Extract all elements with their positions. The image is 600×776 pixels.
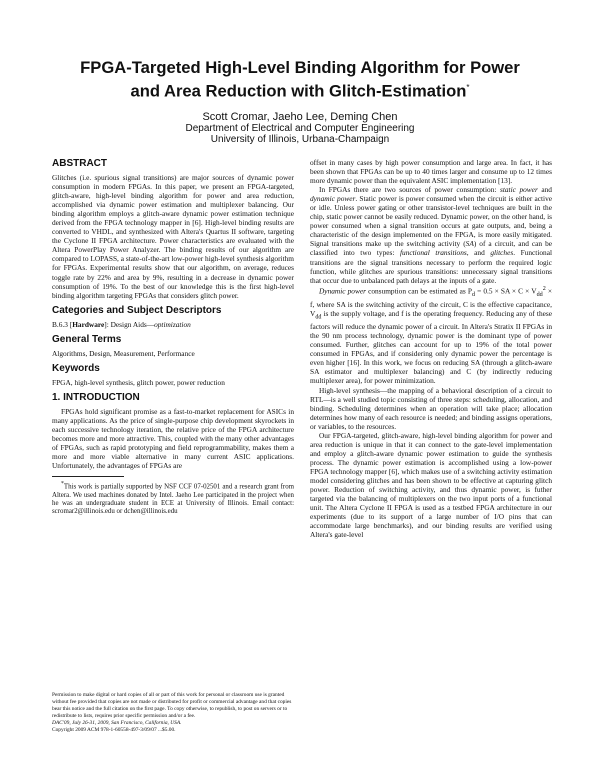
categories-text [52, 320, 294, 329]
p3-vdd: dd [315, 314, 322, 321]
terms-text: Algorithms, Design, Measurement, Performance [52, 348, 195, 358]
terms-heading: General Terms [52, 333, 122, 345]
p2-sa: SA [465, 239, 474, 249]
p3-dynamic-power: Dynamic power [319, 286, 366, 296]
categories-heading: Categories and Subject Descriptors [52, 304, 222, 316]
title-footnote-mark: * [466, 83, 470, 92]
p2-e: , and [466, 248, 491, 258]
p2-b: and [537, 185, 552, 195]
p2-c: . Static power is power consumed when the circuit is either active or idle. Unless power gating or other transistor-level techniques are built in the chip, static power cannot be easily reduced. Dynamic power, on the other hand, is power consumed when a signal transition occurs at gate outputs, and, being a characteristic of the design implemented on the FPGA, is more easily mitigated. Signal transitions make up the switching activity ( [310, 194, 553, 249]
p2-d: ) of a circuit, and can be classified into two types: [310, 239, 552, 258]
keywords-heading: Keywords [52, 362, 100, 374]
footnote-rule [52, 476, 124, 477]
p2-static: static power [499, 185, 538, 195]
permission-text: Permission to make digital or hard copies of all or part of this work for personal or classroom use is granted without fee provided that copies are not made or distributed for profit or commercial advantage and that copies bear this notice and the full citation on the first page. To copy otherwise, to republish, to post on servers or to redistribute to lists, requires prior specific permission and/or a fee. [52, 692, 292, 719]
author-department: Department of Electrical and Computer Engineering [185, 123, 415, 134]
left-column [52, 158, 294, 516]
p2-a: In FPGAs there are two sources of power consumption: [319, 185, 500, 195]
p3-d: is the supply voltage, and f is the operating frequency. Reducing any of these factors will reduce the dynamic power of a circuit. In Altera's Stratix II FPGAs in the 90 nm process technology, dynamic power is the dominant type of power consumed. Further, glitches can account for up to 19% of the total power consumed in FPGAs, and if considering only dynamic power the percentage is even higher [16]. In this work, we focus on reducing SA (through a glitch-aware SA estimator and multiplexer balancing) and C (by indirectly reducing multiplexer area), for power minimization. [310, 308, 552, 386]
p2-f: . Functional transitions are the signal transitions necessary to perform the required logic function, while glitches are spurious transitions: unnecessary signal transitions that occur due to unbalanced path delays at the inputs of a gate. [310, 248, 552, 285]
footnote-text [52, 480, 294, 516]
title-line-2-text: and Area Reduction with Glitch-Estimation [130, 81, 467, 101]
author-names: Scott Cromar, Jaeho Lee, Deming Chen [202, 111, 398, 123]
introduction-text: FPGAs hold significant promise as a fast-to-market replacement for ASICs in many applications. As the price of single-purpose chip development skyrockets in each successive technology iteration, the relative price of the FPGA architecture becomes more and more attractive. This, coupled with the many other advantages of FPGAs, such as rapid prototyping and field reprogrammability, makes them a more and more viable alternative in many current ASIC applications. Unfortunately, the advantages of FPGAs are [52, 406, 294, 471]
p2-func: functional transitions [399, 248, 467, 258]
right-paragraph-3 [310, 285, 552, 386]
p3-vsub: dd [536, 291, 543, 298]
title-line-1: FPGA-Targeted High-Level Binding Algorithm for Power [80, 58, 520, 77]
keywords-text: FPGA, high-level synthesis, glitch power, power reduction [52, 377, 225, 387]
author-university: University of Illinois, Urbana-Champaign [210, 134, 390, 145]
p3-a: consumption can be estimated as P [365, 286, 472, 296]
p3-vsup: 2 [542, 285, 546, 292]
right-paragraph-5: Our FPGA-targeted, glitch-aware, high-level binding algorithm for power and area reduction is unique in that it can connect to the gate-level implementation and employ a glitch-aware dynamic power estimation to guide the synthesis process. The dynamic power estimation is accomplished using a low-power FPGA technology mapper [6], which makes use of a switching activity estimation model considering glitches and has been shown to be effective at capturing glitch power. Reduction of switching activity, and thus dynamic power, is futher targeted via the balancing of multiplexers on the two input ports of a functional unit. The Altera Cyclone II FPGA is used as a testbed FPGA architecture in our experiments (due to its support of a large number of I/O pins that can accommodate large benchmarks), and our binding results are verified using Altera's gate-level [310, 430, 552, 540]
conference-line: DAC'09, July 26-31, 2009, San Francisco, California, USA. [52, 720, 182, 726]
right-paragraph-2 [310, 185, 552, 285]
right-column [310, 158, 552, 539]
categories-bold: Hardware [72, 319, 105, 329]
introduction-heading: 1. INTRODUCTION [52, 391, 140, 403]
right-paragraph-4: High-level synthesis—the mapping of a behavioral description of a circuit to RTL—is a well studied topic consisting of three steps: scheduling, allocation, and binding. Scheduling determines when an operation will take place; allocation determines how many of each resource is needed; and binding assigns operations, or variables, to the resources. [310, 385, 552, 431]
p2-glitch: glitches [490, 248, 514, 258]
paper-title [40, 58, 560, 102]
footnote-mark: * [61, 481, 64, 488]
p3-sub-d: d [471, 291, 476, 298]
categories-mid: ]: Design Aids— [104, 319, 155, 329]
p3-b: = 0.5 × SA × C × V [475, 286, 537, 296]
title-line-2 [40, 78, 560, 102]
p2-dynamic: dynamic power [310, 194, 356, 204]
footnote-body: This work is partially supported by NSF CCF 07-02501 and a research grant from Altera. We used machines donated by Intel. Jaeho Lee participated in the project when he was an undergraduate student in ECE at University of Illinois. Email contact: scromar2@illinois.edu or dchen@illinois.edu [52, 483, 294, 516]
copyright-line: Copyright 2009 ACM 978-1-60558-497-3/09/07 ...$5.00. [52, 727, 176, 733]
author-block [40, 112, 560, 145]
p3-c: × f, where SA is the switching activity of the circuit, C is the effective capacitance, V [310, 286, 552, 318]
categories-code: B.6.3 [ [52, 319, 73, 329]
permission-block [52, 692, 294, 734]
abstract-heading: ABSTRACT [52, 158, 107, 169]
right-paragraph-1: offset in many cases by high power consumption and large area. In fact, it has been shown that FPGAs can be up to 40 times larger and consume up to 12 times more dynamic power than the equivalent ASIC implementation [13]. [310, 158, 552, 186]
abstract-text: Glitches (i.e. spurious signal transitions) are major sources of dynamic power consumption in modern FPGAs. In this paper, we present an FPGA-targeted, glitch-aware, high-level binding algorithm for power and area reduction, accomplished via dynamic power estimation and multiplexer balancing. Our binding algorithm employs a glitch-aware dynamic power estimation technique derived from the FPGA technology mapper in [6]. High-level binding results are converted to VHDL, and synthesized with Altera's Quartus II software, targeting the Cyclone II FPGA architecture. Power characteristics are evaluated with the Altera PowerPlay Power Analyzer. The binding results of our algorithm are compared to LOPASS, a state-of-the-art low-power high-level synthesis algorithm for FPGAs. Experimental results show that our algorithm, on average, reduces toggle rate by 22% and area by 9%, resulting in a decrease in dynamic power consumption of 19%. To the best of our knowledge this is the first high-level binding algorithm targeting FPGAs that considers glitch power. [52, 173, 294, 300]
categories-italic: optimization [154, 319, 191, 329]
